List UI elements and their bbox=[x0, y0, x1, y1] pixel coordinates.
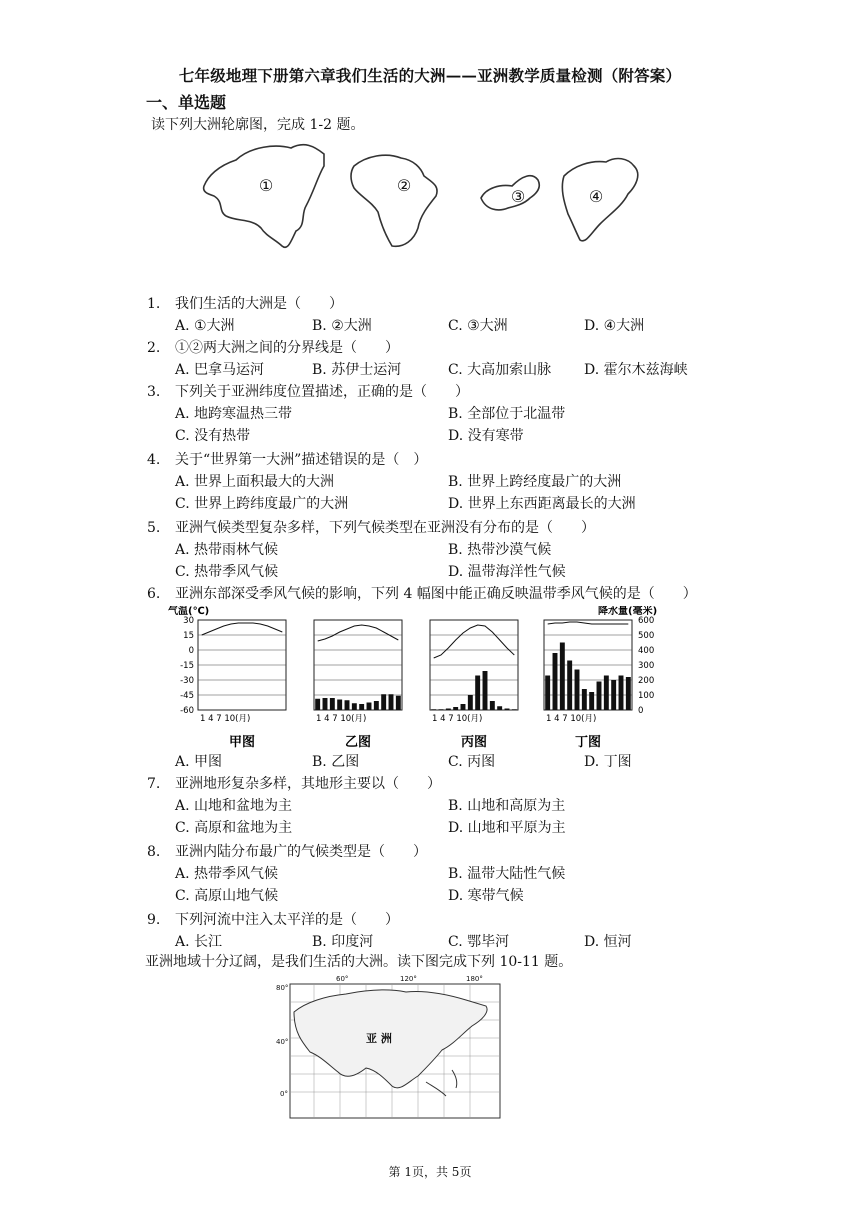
precip-tick-label: 300 bbox=[638, 661, 655, 671]
option-c[interactable]: C. 丙图 bbox=[448, 754, 496, 770]
precip-bar bbox=[560, 643, 565, 711]
temp-tick-label: 30 bbox=[183, 616, 194, 626]
option-a[interactable]: A. 地跨寒温热三带 bbox=[175, 406, 293, 422]
option-d[interactable]: D. 没有寒带 bbox=[448, 428, 524, 444]
question-number: 1. bbox=[147, 296, 161, 312]
option-c[interactable]: C. 鄂毕河 bbox=[448, 934, 510, 950]
option-a[interactable]: A. 山地和盆地为主 bbox=[175, 798, 293, 814]
option-c[interactable]: C. 高原和盆地为主 bbox=[175, 820, 293, 836]
lon-label-60: 60° bbox=[336, 975, 349, 983]
lon-label-180: 180° bbox=[466, 975, 483, 983]
option-b[interactable]: B. 乙图 bbox=[312, 754, 360, 770]
lon-label-120: 120° bbox=[400, 975, 417, 983]
option-b[interactable]: B. 苏伊士运河 bbox=[312, 362, 402, 378]
section-heading: 一、单选题 bbox=[146, 93, 227, 112]
option-d[interactable]: D. 山地和平原为主 bbox=[448, 820, 566, 836]
precip-bar bbox=[582, 689, 587, 710]
precip-bar bbox=[389, 694, 394, 710]
panel-name: 乙图 bbox=[344, 735, 372, 750]
precip-bar bbox=[367, 703, 372, 711]
intro-text: 读下列大洲轮廓图，完成 1-2 题。 bbox=[151, 117, 365, 133]
option-a[interactable]: A. 甲图 bbox=[175, 754, 223, 770]
precip-bar bbox=[323, 698, 328, 710]
precip-bar bbox=[345, 700, 350, 710]
precip-bar bbox=[461, 704, 466, 710]
lat-label-80: 80° bbox=[276, 984, 289, 992]
option-b[interactable]: B. 山地和高原为主 bbox=[448, 798, 566, 814]
precip-bar bbox=[381, 694, 386, 710]
option-a[interactable]: A. 巴拿马运河 bbox=[175, 362, 265, 378]
precip-bar bbox=[597, 682, 602, 711]
question-stem: 下列关于亚洲纬度位置描述，正确的是（ ） bbox=[175, 384, 469, 400]
month-tick-labels: 1 4 7 10(月) bbox=[432, 714, 483, 724]
question-number: 8. bbox=[147, 844, 161, 860]
continent-label-1: ① bbox=[258, 176, 274, 195]
panel-name: 甲图 bbox=[228, 735, 256, 750]
precip-axis-label: 降水量(毫米) bbox=[598, 606, 658, 617]
precip-bar bbox=[589, 692, 594, 710]
precip-bar bbox=[446, 709, 451, 711]
precip-bar bbox=[567, 661, 572, 711]
option-c[interactable]: C. 没有热带 bbox=[175, 428, 251, 444]
precip-bar bbox=[315, 699, 320, 710]
precip-bar bbox=[453, 707, 458, 710]
precip-tick-label: 0 bbox=[638, 706, 644, 716]
continent-1-outline bbox=[204, 145, 324, 248]
temp-tick-label: 0 bbox=[188, 646, 194, 656]
question-number: 7. bbox=[147, 776, 161, 792]
continent-label-2: ② bbox=[396, 176, 412, 195]
question-stem: 亚洲气候类型复杂多样，下列气候类型在亚洲没有分布的是（ ） bbox=[175, 520, 595, 536]
option-c[interactable]: C. 高原山地气候 bbox=[175, 888, 279, 904]
precip-bar bbox=[619, 676, 624, 711]
precip-bar bbox=[396, 696, 401, 710]
month-tick-labels: 1 4 7 10(月) bbox=[316, 714, 367, 724]
question-number: 4. bbox=[147, 452, 161, 468]
precip-bar bbox=[483, 671, 488, 710]
question-stem: 亚洲内陆分布最广的气候类型是（ ） bbox=[175, 844, 427, 860]
precip-bar bbox=[439, 709, 444, 710]
precip-tick-label: 600 bbox=[638, 616, 655, 626]
temp-tick-label: -15 bbox=[180, 661, 194, 671]
option-a[interactable]: A. ①大洲 bbox=[175, 318, 235, 334]
option-a[interactable]: A. 长江 bbox=[175, 934, 223, 950]
temp-tick-label: -45 bbox=[180, 691, 194, 701]
asia-map-figure bbox=[276, 972, 502, 1120]
temp-tick-label: 15 bbox=[183, 631, 194, 641]
temp-tick-label: -60 bbox=[180, 706, 194, 716]
page-footer: 第 1页，共 5页 bbox=[388, 1165, 472, 1179]
precip-bar bbox=[475, 676, 480, 711]
precip-bar bbox=[359, 704, 364, 710]
option-c[interactable]: C. ③大洲 bbox=[448, 318, 508, 334]
option-b[interactable]: B. 全部位于北温带 bbox=[448, 406, 566, 422]
option-d[interactable]: D. 霍尔木兹海峡 bbox=[584, 362, 688, 378]
precip-bar bbox=[337, 700, 342, 711]
option-d[interactable]: D. 温带海洋性气候 bbox=[448, 564, 566, 580]
question-stem: ①②两大洲之间的分界线是（ ） bbox=[175, 340, 399, 356]
question-number: 5. bbox=[147, 520, 161, 536]
climate-charts-figure bbox=[168, 606, 720, 750]
panel-name: 丁图 bbox=[574, 735, 602, 750]
option-b[interactable]: B. 温带大陆性气候 bbox=[448, 866, 566, 882]
option-d[interactable]: D. 世界上东西距离最长的大洲 bbox=[448, 496, 636, 512]
precip-bar bbox=[505, 709, 510, 711]
option-d[interactable]: D. 寒带气候 bbox=[448, 888, 524, 904]
month-tick-labels: 1 4 7 10(月) bbox=[546, 714, 597, 724]
precip-bar bbox=[352, 703, 357, 710]
month-tick-labels: 1 4 7 10(月) bbox=[200, 714, 251, 724]
lat-label-40: 40° bbox=[276, 1038, 289, 1046]
precip-bar bbox=[553, 653, 558, 710]
option-d[interactable]: D. 丁图 bbox=[584, 754, 632, 770]
precip-bar bbox=[545, 676, 550, 711]
option-d[interactable]: D. ④大洲 bbox=[584, 318, 645, 334]
question-number: 6. bbox=[147, 586, 161, 602]
panel-name: 丙图 bbox=[460, 735, 488, 750]
precip-bar bbox=[611, 680, 616, 710]
question-stem: 关于“世界第一大洲”描述错误的是（ ） bbox=[175, 452, 428, 468]
question-stem: 下列河流中注入太平洋的是（ ） bbox=[175, 912, 399, 928]
question-number: 2. bbox=[147, 340, 161, 356]
precip-tick-label: 500 bbox=[638, 631, 655, 641]
precip-bar bbox=[490, 701, 495, 710]
question-number: 9. bbox=[147, 912, 161, 928]
precip-bar bbox=[330, 698, 335, 710]
question-stem: 亚洲东部深受季风气候的影响，下列 4 幅图中能正确反映温带季风气候的是（ ） bbox=[175, 586, 697, 602]
option-b[interactable]: B. ②大洲 bbox=[312, 318, 372, 334]
option-a[interactable]: A. 世界上面积最大的大洲 bbox=[175, 474, 335, 490]
option-b[interactable]: B. 印度河 bbox=[312, 934, 374, 950]
continent-label-4: ④ bbox=[588, 187, 604, 206]
precip-bar bbox=[374, 701, 379, 710]
page-title: 七年级地理下册第六章我们生活的大洲——亚洲教学质量检测（附答案） bbox=[178, 66, 682, 85]
continent-outlines-figure bbox=[196, 136, 660, 264]
precip-bar bbox=[468, 695, 473, 710]
precip-bar bbox=[626, 677, 631, 710]
option-a[interactable]: A. 热带季风气候 bbox=[175, 866, 279, 882]
precip-tick-label: 200 bbox=[638, 676, 655, 686]
continent-label-3: ③ bbox=[510, 187, 526, 206]
asia-label: 亚 洲 bbox=[366, 1032, 392, 1045]
option-b[interactable]: B. 世界上跨经度最广的大洲 bbox=[448, 474, 622, 490]
continent-2-outline bbox=[351, 155, 437, 246]
precip-bar bbox=[431, 709, 436, 710]
precip-bar bbox=[604, 676, 609, 711]
temp-tick-label: -30 bbox=[180, 676, 194, 686]
option-b[interactable]: B. 热带沙漠气候 bbox=[448, 542, 552, 558]
precip-tick-label: 100 bbox=[638, 691, 655, 701]
q10-intro: 亚洲地域十分辽阔，是我们生活的大洲。读下图完成下列 10-11 题。 bbox=[145, 954, 573, 970]
question-stem: 我们生活的大洲是（ ） bbox=[175, 296, 343, 312]
lat-label-0: 0° bbox=[280, 1090, 288, 1098]
option-c[interactable]: C. 热带季风气候 bbox=[175, 564, 279, 580]
option-d[interactable]: D. 恒河 bbox=[584, 934, 632, 950]
option-c[interactable]: C. 世界上跨纬度最广的大洲 bbox=[175, 496, 349, 512]
option-c[interactable]: C. 大高加索山脉 bbox=[448, 362, 552, 378]
question-stem: 亚洲地形复杂多样，其地形主要以（ ） bbox=[175, 776, 441, 792]
option-a[interactable]: A. 热带雨林气候 bbox=[175, 542, 279, 558]
precip-bar bbox=[497, 706, 502, 710]
precip-bar bbox=[512, 709, 517, 710]
temp-axis-label: 气温(℃) bbox=[168, 606, 210, 617]
question-number: 3. bbox=[147, 384, 161, 400]
precip-tick-label: 400 bbox=[638, 646, 655, 656]
precip-bar bbox=[575, 670, 580, 711]
